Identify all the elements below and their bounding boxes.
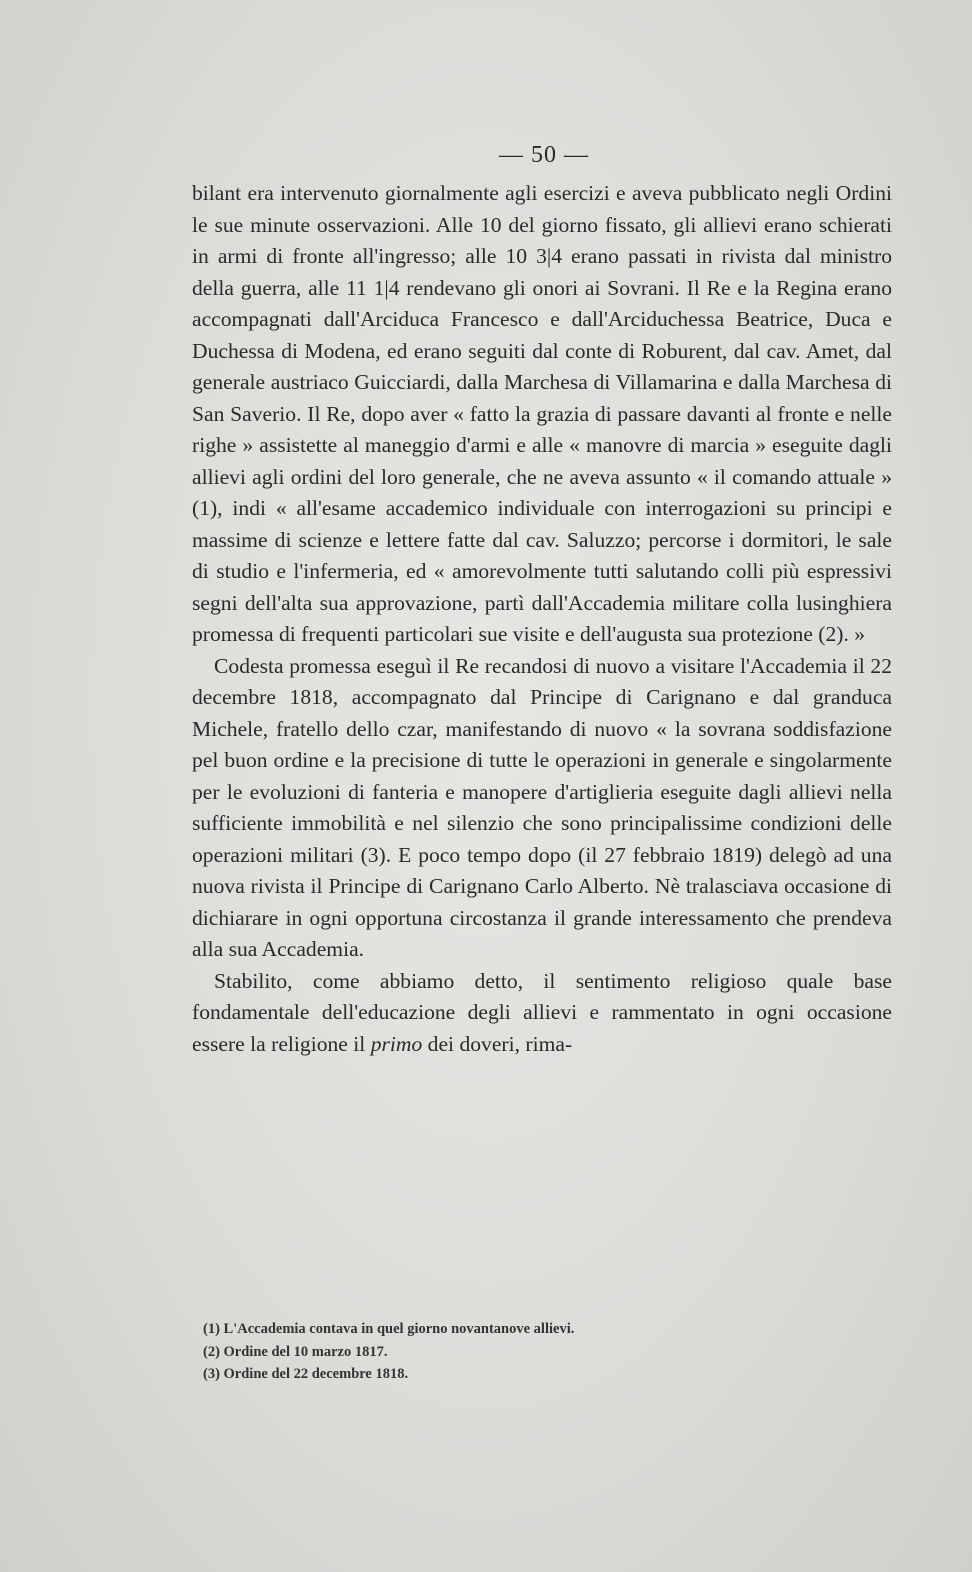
footnote-2: (2) Ordine del 10 marzo 1817.	[203, 1343, 388, 1360]
footnotes	[203, 1318, 843, 1386]
paragraph-1: bilant era intervenuto giornalmente agli esercizi e aveva pubblicato negli Ordini le sue minute osservazioni. Alle 10 del giorno fissato, gli allievi erano schierati in armi di fronte all'ingresso; alle 10 3|4 erano passati in rivista dal ministro della guerra, alle 11 1|4 rendevano gli onori ai Sovrani. Il Re e la Regina erano accompagnati dall'Arciduca Francesco e dall'Arciduchessa Beatrice, Duca e Duchessa di Modena, ed erano seguiti dal conte di Roburent, dal cav. Amet, dal generale austriaco Guicciardi, dalla Marchesa di Villamarina e dalla Marchesa di San Saverio. Il Re, dopo aver « fatto la grazia di passare davanti al fronte e nelle righe » assistette al maneggio d'armi e alle « manovre di marcia » eseguite dagli allievi agli ordini del loro generale, che ne aveva assunto « il comando attuale » (1), indi « all'esame accademico individuale con interrogazioni su principi e massime di scienze e lettere fatte dal cav. Saluzzo; percorse i dormitori, le sale di studio e l'infermeria, ed « amorevolmente tutti salutando colli più espressivi segni dell'alta sua approvazione, partì dall'Accademia militare colla lusinghiera promessa di frequenti particolari sue visite e dell'augusta sua protezione (2). »	[192, 181, 892, 646]
paragraph-3-end: dei doveri, rima-	[422, 1031, 573, 1056]
page-number: — 50 —	[499, 142, 589, 168]
body-text	[192, 178, 892, 1060]
emphasized-word: primo	[370, 1031, 423, 1056]
footnote-1: (1) L'Accademia contava in quel giorno novantanove allievi.	[203, 1321, 575, 1337]
paragraph-2: Codesta promessa eseguì il Re recandosi di nuovo a visitare l'Accademia il 22 decembre 1818, accompagnato dal Principe di Carignano e dal granduca Michele, fratello dello czar, manifestando di nuovo « la sovrana soddisfazione pel buon ordine e la precisione di tutte le operazioni in generale e singolarmente per le evoluzioni di fanteria e manopere d'artiglieria eseguite dagli allievi nella sufficiente immobilità e nel silenzio che sono principalissime condizioni delle operazioni militari (3). E poco tempo dopo (il 27 febbraio 1819) delegò ad una nuova rivista il Principe di Carignano Carlo Alberto. Nè tralasciava occasione di dichiarare in ogni opportuna circostanza il grande interessamento che prendeva alla sua Accademia.	[192, 653, 892, 961]
footnote-3: (3) Ordine del 22 decembre 1818.	[203, 1366, 409, 1382]
paragraph-3-text: Stabilito, come abbiamo detto, il sentimento religioso quale base fondamentale dell'educazione degli allievi e rammentato in ogni occasione essere la religione il	[192, 968, 892, 1056]
paragraph-3	[192, 966, 892, 1061]
